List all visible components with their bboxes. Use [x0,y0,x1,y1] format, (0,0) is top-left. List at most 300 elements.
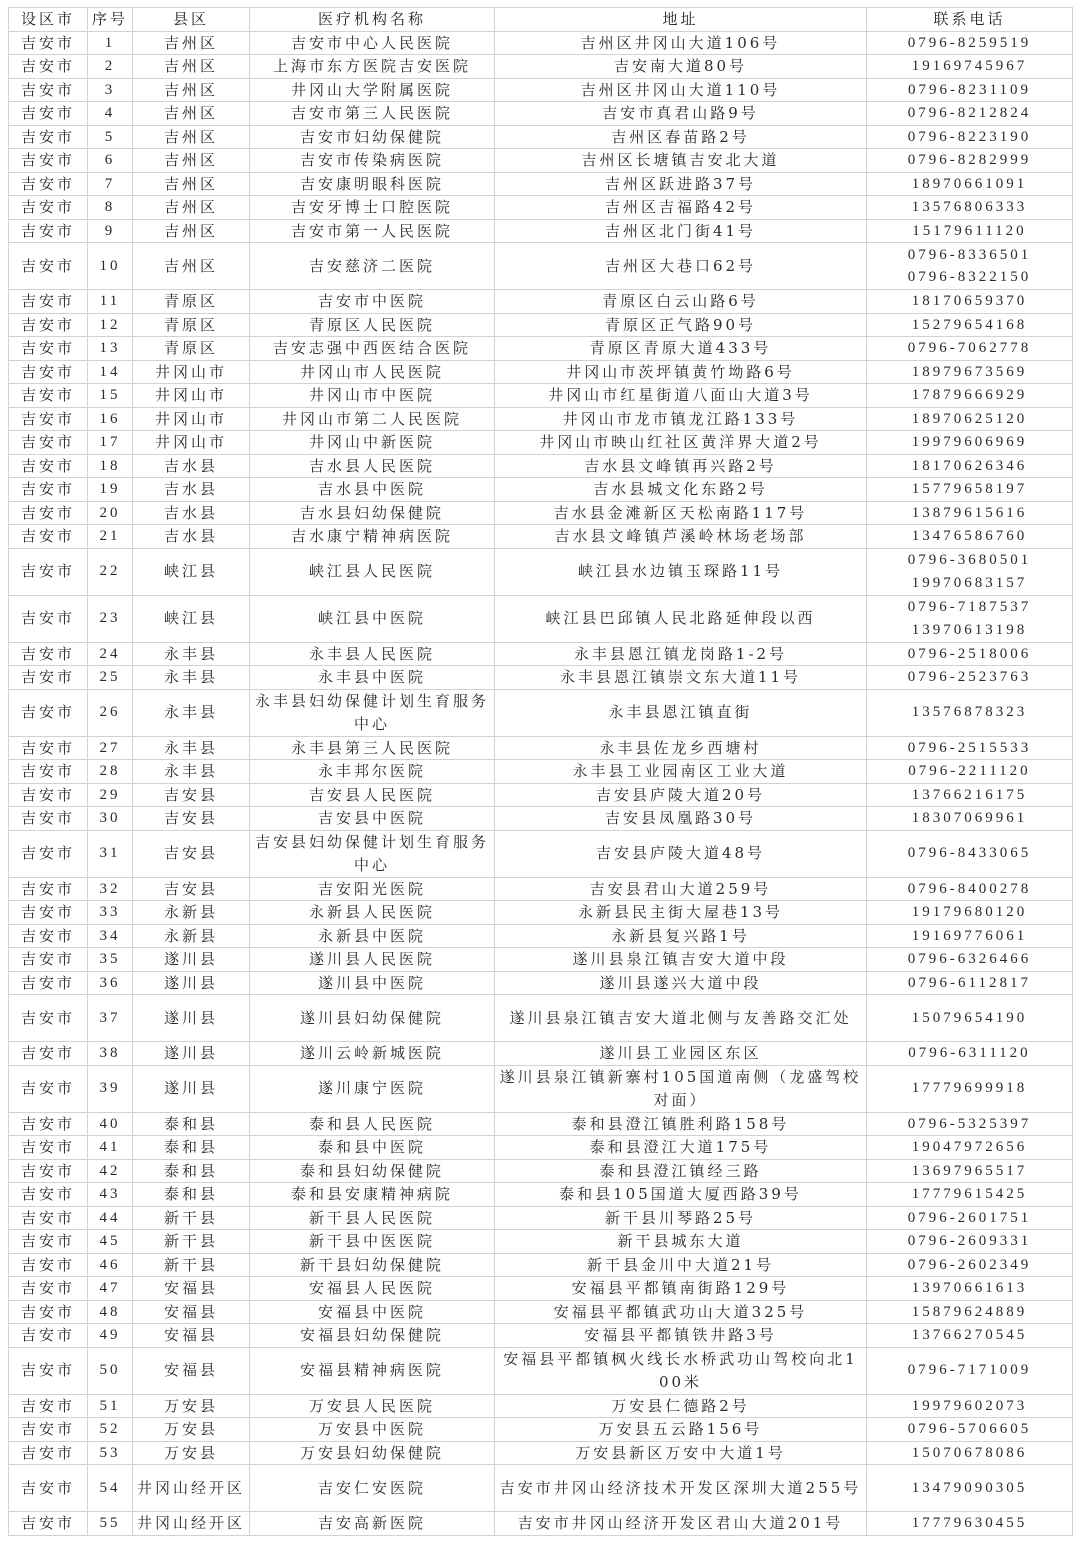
table-row [9,1324,1073,1348]
table-row [9,877,1073,901]
cell-institution-name: 遂川县人民医院 [250,948,495,972]
table-row [9,948,1073,972]
cell-institution-name: 吉安市第一人民医院 [250,219,495,243]
cell-address: 吉水县城文化东路2号 [495,478,867,502]
cell-index: 5 [88,125,133,149]
cell-county: 峡江县 [133,595,250,642]
table-row [9,995,1073,1042]
cell-institution-name: 永丰县第三人民医院 [250,736,495,760]
cell-phone [867,642,1073,666]
cell-address: 永丰县恩江镇龙岗路1-2号 [495,642,867,666]
cell-address: 井冈山市红星街道八面山大道3号 [495,384,867,408]
cell-county: 吉安县 [133,807,250,831]
cell-city: 吉安市 [9,924,88,948]
cell-institution-name: 井冈山市中医院 [250,384,495,408]
cell-index: 11 [88,290,133,314]
cell-institution-name: 新干县中医医院 [250,1230,495,1254]
cell-phone [867,995,1073,1042]
cell-county: 新干县 [133,1253,250,1277]
cell-institution-name: 遂川云岭新城医院 [250,1042,495,1066]
cell-address: 井冈山市龙市镇龙江路133号 [495,407,867,431]
table-row [9,31,1073,55]
cell-index: 20 [88,501,133,525]
cell-address: 井冈山市映山红社区黄洋界大道2号 [495,431,867,455]
cell-institution-name: 井冈山中新医院 [250,431,495,455]
cell-county: 吉州区 [133,243,250,290]
table-row [9,924,1073,948]
cell-county: 青原区 [133,313,250,337]
cell-institution-name: 井冈山大学附属医院 [250,78,495,102]
cell-institution-name: 吉水县人民医院 [250,454,495,478]
table-row [9,1277,1073,1301]
phone-number: 0796-8322150 [907,269,1032,285]
phone-number: 13576878323 [911,704,1028,721]
phone-number: 17779630455 [911,1515,1028,1531]
cell-phone [867,1324,1073,1348]
table-row [9,1065,1073,1112]
phone-number: 0796-6326466 [907,951,1032,967]
table-row [9,1465,1073,1512]
cell-address: 安福县平都镇武功山大道325号 [495,1300,867,1324]
cell-city: 吉安市 [9,431,88,455]
cell-index: 25 [88,666,133,690]
phone-number: 13576806333 [911,199,1028,215]
cell-index: 9 [88,219,133,243]
cell-county: 遂川县 [133,1065,250,1112]
cell-index: 18 [88,454,133,478]
cell-index: 1 [88,31,133,55]
table-row [9,1230,1073,1254]
cell-institution-name: 万安县人民医院 [250,1394,495,1418]
cell-address: 青原区青原大道433号 [495,337,867,361]
table-row [9,407,1073,431]
phone-number: 0796-6311120 [908,1045,1031,1061]
cell-city: 吉安市 [9,1347,88,1394]
table-row [9,525,1073,549]
table-row [9,219,1073,243]
cell-city: 吉安市 [9,172,88,196]
table-row [9,360,1073,384]
table-row [9,55,1073,79]
cell-institution-name: 上海市东方医院吉安医院 [250,55,495,79]
cell-county: 井冈山市 [133,407,250,431]
cell-index: 49 [88,1324,133,1348]
cell-address: 吉州区长塘镇吉安北大道 [495,149,867,173]
header-phone: 联系电话 [867,8,1073,32]
cell-address: 永丰县恩江镇崇文东大道11号 [495,666,867,690]
cell-phone [867,407,1073,431]
cell-address: 吉水县金滩新区天松南路117号 [495,501,867,525]
cell-address: 吉州区井冈山大道110号 [495,78,867,102]
table-row [9,548,1073,595]
cell-city: 吉安市 [9,1277,88,1301]
cell-address: 吉州区跃进路37号 [495,172,867,196]
phone-number: 15279654168 [911,316,1028,333]
cell-index: 6 [88,149,133,173]
cell-county: 吉州区 [133,125,250,149]
cell-county: 万安县 [133,1418,250,1442]
cell-index: 23 [88,595,133,642]
cell-institution-name: 吉安志强中西医结合医院 [250,337,495,361]
cell-county: 吉州区 [133,149,250,173]
phone-number: 0796-8223190 [907,128,1032,145]
cell-county: 井冈山经开区 [133,1465,250,1512]
phone-number: 0796-7187537 [907,599,1032,615]
cell-institution-name: 遂川康宁医院 [250,1065,495,1112]
cell-phone [867,783,1073,807]
phone-number: 17779699918 [911,1080,1028,1097]
phone-number: 0796-8336501 [907,246,1032,263]
cell-phone [867,595,1073,642]
cell-institution-name: 永丰邦尔医院 [250,760,495,784]
cell-institution-name: 永新县中医院 [250,924,495,948]
phone-number: 0796-8231109 [908,81,1031,98]
phone-number: 13476586760 [911,528,1028,544]
table-row [9,830,1073,877]
cell-phone [867,525,1073,549]
cell-phone [867,313,1073,337]
cell-city: 吉安市 [9,971,88,995]
cell-phone [867,1253,1073,1277]
cell-index: 13 [88,337,133,361]
cell-address: 遂川县遂兴大道中段 [495,971,867,995]
cell-index: 54 [88,1465,133,1512]
cell-phone [867,1183,1073,1207]
phone-number: 0796-8259519 [907,34,1032,51]
cell-phone [867,149,1073,173]
phone-number: 0796-8400278 [907,880,1032,897]
cell-city: 吉安市 [9,807,88,831]
table-row [9,1394,1073,1418]
table-body [9,31,1073,1535]
cell-phone [867,1394,1073,1418]
table-row [9,1347,1073,1394]
cell-index: 35 [88,948,133,972]
cell-address: 永新县民主街大屋巷13号 [495,901,867,925]
table-row [9,642,1073,666]
phone-number: 19169776061 [911,927,1028,944]
cell-index: 39 [88,1065,133,1112]
cell-index: 27 [88,736,133,760]
cell-county: 遂川县 [133,995,250,1042]
cell-address: 吉安市井冈山经济开发区君山大道201号 [495,1512,867,1536]
phone-number: 19179680120 [911,904,1028,920]
phone-number: 13879615616 [911,504,1028,521]
cell-index: 15 [88,384,133,408]
cell-address: 新干县川琴路25号 [495,1206,867,1230]
cell-address: 青原区白云山路6号 [495,290,867,314]
table-row [9,243,1073,290]
cell-address: 安福县平都镇南街路129号 [495,1277,867,1301]
cell-city: 吉安市 [9,1324,88,1348]
cell-city: 吉安市 [9,1512,88,1536]
cell-index: 17 [88,431,133,455]
cell-institution-name: 吉安市中医院 [250,290,495,314]
cell-institution-name: 吉安市传染病医院 [250,149,495,173]
table-row [9,1206,1073,1230]
cell-county: 新干县 [133,1230,250,1254]
cell-index: 51 [88,1394,133,1418]
cell-institution-name: 万安县妇幼保健院 [250,1441,495,1465]
phone-number: 0796-2211120 [908,763,1031,779]
cell-index: 8 [88,196,133,220]
cell-phone [867,102,1073,126]
cell-phone [867,55,1073,79]
hospital-table [8,7,1073,1536]
cell-institution-name: 吉水康宁精神病医院 [250,525,495,549]
cell-county: 永丰县 [133,689,250,736]
cell-city: 吉安市 [9,313,88,337]
cell-city: 吉安市 [9,384,88,408]
phone-number: 19970683157 [911,574,1028,591]
cell-index: 33 [88,901,133,925]
table-row [9,149,1073,173]
cell-city: 吉安市 [9,1112,88,1136]
cell-county: 吉水县 [133,501,250,525]
table-row [9,290,1073,314]
cell-county: 永丰县 [133,736,250,760]
phone-number: 13766270545 [911,1327,1028,1343]
cell-phone [867,877,1073,901]
phone-number: 0796-7062778 [907,340,1032,356]
cell-county: 永丰县 [133,666,250,690]
cell-city: 吉安市 [9,1253,88,1277]
cell-county: 青原区 [133,290,250,314]
header-institution-name: 医疗机构名称 [250,8,495,32]
cell-phone [867,1206,1073,1230]
cell-phone [867,971,1073,995]
cell-phone [867,548,1073,595]
cell-phone [867,360,1073,384]
cell-address: 永新县复兴路1号 [495,924,867,948]
phone-number: 0796-2523763 [907,669,1032,685]
cell-county: 永新县 [133,924,250,948]
cell-institution-name: 万安县中医院 [250,1418,495,1442]
cell-phone [867,1512,1073,1536]
cell-county: 安福县 [133,1324,250,1348]
cell-institution-name: 泰和县妇幼保健院 [250,1159,495,1183]
cell-city: 吉安市 [9,290,88,314]
cell-address: 吉州区吉福路42号 [495,196,867,220]
cell-index: 46 [88,1253,133,1277]
cell-address: 吉安市井冈山经济技术开发区深圳大道255号 [495,1465,867,1512]
cell-county: 泰和县 [133,1136,250,1160]
cell-address: 万安县新区万安中大道1号 [495,1441,867,1465]
cell-city: 吉安市 [9,337,88,361]
cell-address: 遂川县泉江镇吉安大道中段 [495,948,867,972]
cell-phone [867,1300,1073,1324]
cell-phone [867,1230,1073,1254]
cell-city: 吉安市 [9,548,88,595]
cell-county: 泰和县 [133,1183,250,1207]
cell-index: 38 [88,1042,133,1066]
cell-institution-name: 永丰县妇幼保健计划生育服务中心 [250,689,495,736]
cell-county: 吉水县 [133,478,250,502]
cell-county: 青原区 [133,337,250,361]
phone-number: 15879624889 [911,1303,1028,1320]
cell-institution-name: 吉安县中医院 [250,807,495,831]
phone-number: 0796-5706605 [907,1421,1032,1437]
cell-county: 吉安县 [133,783,250,807]
cell-index: 30 [88,807,133,831]
cell-address: 青原区正气路90号 [495,313,867,337]
cell-phone [867,807,1073,831]
cell-index: 14 [88,360,133,384]
cell-institution-name: 安福县中医院 [250,1300,495,1324]
header-address: 地址 [495,8,867,32]
cell-city: 吉安市 [9,948,88,972]
cell-phone [867,125,1073,149]
cell-phone [867,760,1073,784]
cell-institution-name: 吉安县人民医院 [250,783,495,807]
phone-number: 0796-5325397 [907,1115,1032,1132]
cell-institution-name: 峡江县人民医院 [250,548,495,595]
cell-phone [867,290,1073,314]
cell-county: 吉州区 [133,78,250,102]
phone-number: 19169745967 [911,58,1028,74]
cell-county: 吉安县 [133,877,250,901]
cell-city: 吉安市 [9,149,88,173]
phone-number: 0796-6112817 [908,974,1031,991]
phone-number: 18970625120 [911,410,1028,427]
table-row [9,1512,1073,1536]
cell-address: 遂川县泉江镇吉安大道北侧与友善路交汇处 [495,995,867,1042]
phone-number: 0796-2609331 [907,1233,1032,1249]
cell-address: 泰和县澄江镇胜利路158号 [495,1112,867,1136]
phone-number: 0796-2602349 [907,1256,1032,1273]
cell-phone [867,924,1073,948]
table-row [9,1112,1073,1136]
phone-number: 19047972656 [911,1139,1028,1155]
cell-county: 吉州区 [133,102,250,126]
cell-county: 吉安县 [133,830,250,877]
cell-institution-name: 新干县人民医院 [250,1206,495,1230]
cell-phone [867,243,1073,290]
cell-city: 吉安市 [9,243,88,290]
phone-number: 0796-7171009 [907,1362,1032,1379]
cell-address: 吉安县庐陵大道20号 [495,783,867,807]
cell-institution-name: 泰和县中医院 [250,1136,495,1160]
cell-county: 遂川县 [133,971,250,995]
cell-city: 吉安市 [9,102,88,126]
cell-county: 泰和县 [133,1112,250,1136]
cell-index: 45 [88,1230,133,1254]
cell-institution-name: 吉安市妇幼保健院 [250,125,495,149]
cell-county: 井冈山经开区 [133,1512,250,1536]
cell-city: 吉安市 [9,760,88,784]
cell-institution-name: 吉安仁安医院 [250,1465,495,1512]
phone-number: 13479090305 [911,1479,1028,1496]
cell-index: 29 [88,783,133,807]
cell-index: 52 [88,1418,133,1442]
header-county: 县区 [133,8,250,32]
cell-city: 吉安市 [9,1230,88,1254]
cell-index: 50 [88,1347,133,1394]
cell-county: 泰和县 [133,1159,250,1183]
cell-city: 吉安市 [9,689,88,736]
cell-phone [867,1112,1073,1136]
cell-address: 吉水县文峰镇芦溪岭林场老场部 [495,525,867,549]
cell-phone [867,901,1073,925]
phone-number: 19979602073 [911,1397,1028,1414]
cell-city: 吉安市 [9,219,88,243]
cell-phone [867,1277,1073,1301]
cell-phone [867,431,1073,455]
cell-phone [867,1465,1073,1512]
cell-address: 遂川县泉江镇新寨村105国道南侧（龙盛驾校对面） [495,1065,867,1112]
cell-county: 吉州区 [133,196,250,220]
cell-index: 12 [88,313,133,337]
cell-index: 55 [88,1512,133,1536]
cell-city: 吉安市 [9,1159,88,1183]
phone-number: 0796-3680501 [907,552,1032,568]
cell-city: 吉安市 [9,1441,88,1465]
cell-address: 万安县五云路156号 [495,1418,867,1442]
cell-index: 24 [88,642,133,666]
cell-index: 53 [88,1441,133,1465]
cell-phone [867,1042,1073,1066]
table-row [9,196,1073,220]
phone-number: 18170626346 [911,457,1028,474]
phone-number: 13970661613 [911,1280,1028,1296]
table-row [9,384,1073,408]
cell-index: 48 [88,1300,133,1324]
cell-index: 21 [88,525,133,549]
table-row [9,172,1073,196]
cell-city: 吉安市 [9,360,88,384]
phone-number: 15779658197 [911,481,1028,497]
cell-index: 22 [88,548,133,595]
phone-number: 19979606969 [911,434,1028,450]
cell-index: 2 [88,55,133,79]
phone-number: 13766216175 [911,786,1028,803]
cell-city: 吉安市 [9,830,88,877]
cell-address: 峡江县巴邱镇人民北路延伸段以西 [495,595,867,642]
phone-number: 18979673569 [911,363,1028,380]
cell-city: 吉安市 [9,125,88,149]
cell-address: 泰和县澄江镇经三路 [495,1159,867,1183]
table-row [9,760,1073,784]
cell-city: 吉安市 [9,642,88,666]
cell-county: 万安县 [133,1441,250,1465]
cell-address: 吉安市真君山路9号 [495,102,867,126]
cell-institution-name: 安福县精神病医院 [250,1347,495,1394]
cell-index: 40 [88,1112,133,1136]
table-row [9,666,1073,690]
cell-institution-name: 永丰县中医院 [250,666,495,690]
cell-institution-name: 吉水县中医院 [250,478,495,502]
table-row [9,313,1073,337]
cell-city: 吉安市 [9,595,88,642]
table-row [9,1441,1073,1465]
table-row [9,689,1073,736]
cell-address: 井冈山市茨坪镇黄竹坳路6号 [495,360,867,384]
cell-index: 4 [88,102,133,126]
table-row [9,1159,1073,1183]
cell-county: 永丰县 [133,760,250,784]
cell-institution-name: 吉安康明眼科医院 [250,172,495,196]
table-row [9,1183,1073,1207]
cell-institution-name: 安福县妇幼保健院 [250,1324,495,1348]
cell-county: 万安县 [133,1394,250,1418]
cell-city: 吉安市 [9,1418,88,1442]
phone-number: 13697965517 [911,1162,1028,1179]
cell-address: 万安县仁德路2号 [495,1394,867,1418]
table-row [9,783,1073,807]
cell-address: 遂川县工业园区东区 [495,1042,867,1066]
cell-phone [867,830,1073,877]
table-row [9,1042,1073,1066]
